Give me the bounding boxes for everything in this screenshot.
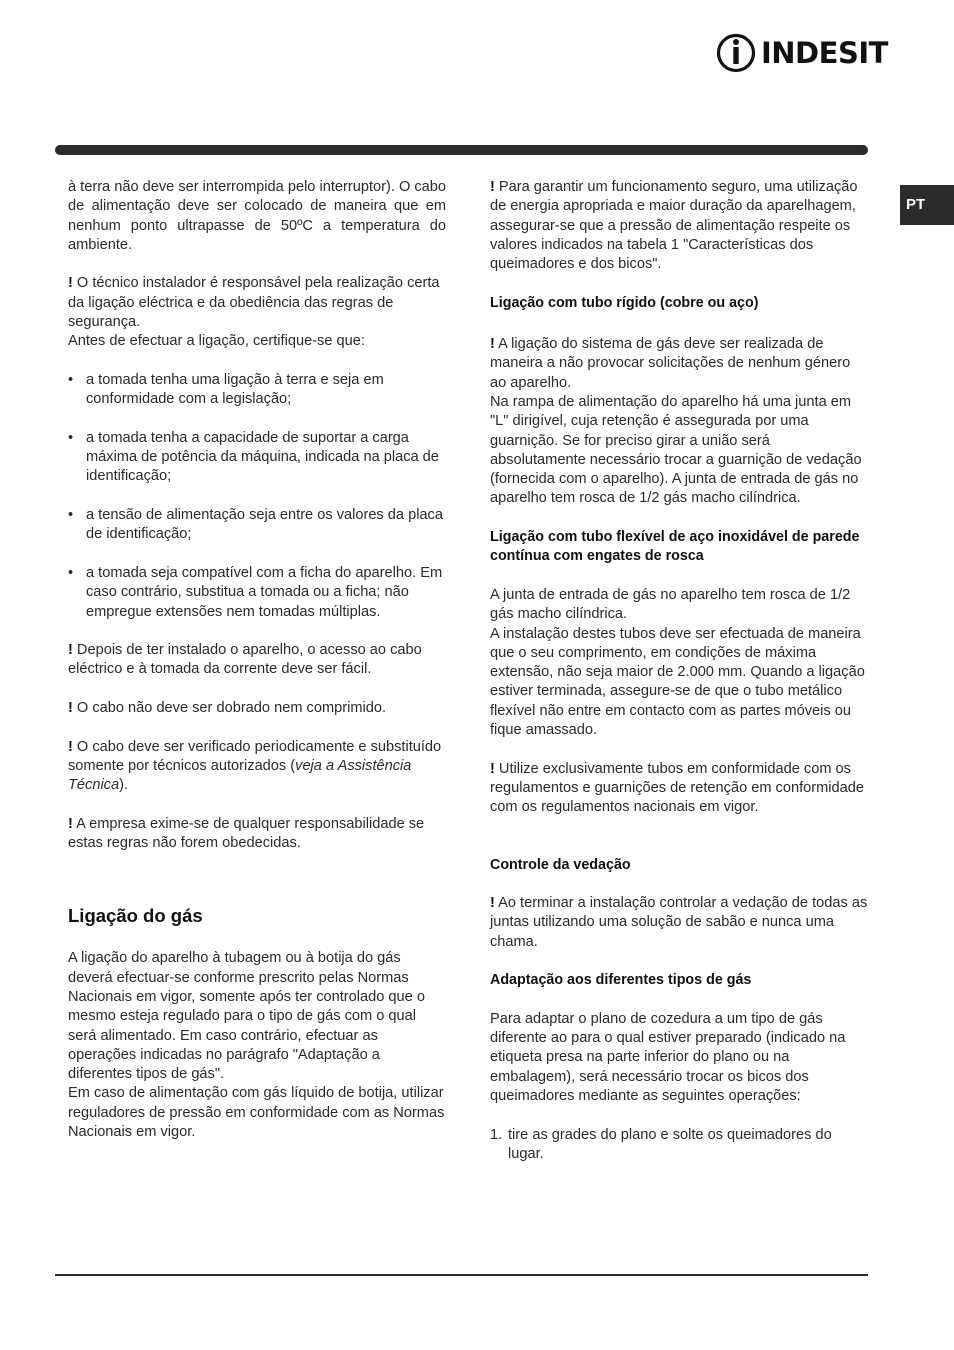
paragraph: Em caso de alimentação com gás líquido de botija, utilizar reguladores de pressão em conformidade com as Normas Nacionais em vigor. xyxy=(68,1085,445,1141)
indesit-logo xyxy=(715,32,888,74)
footer-rule xyxy=(55,1274,868,1276)
warning-mark: ! xyxy=(490,179,495,195)
warning-paragraph: ! O cabo deve ser verificado periodicamente e substituído somente por técnicos autorizados (veja a Assistência Técnica). xyxy=(68,738,442,794)
list-item: • a tensão de alimentação seja entre os valores da placa de identificação; xyxy=(68,506,446,545)
warning-mark: ! xyxy=(68,275,73,292)
indesit-logo-icon xyxy=(715,32,757,74)
steps-list xyxy=(490,1126,868,1165)
warning-paragraph: ! O técnico instalador é responsável pela realização certa da ligação eléctrica e da obediência das regras de segurança. xyxy=(68,275,440,331)
warning-mark: ! xyxy=(68,738,73,755)
warning-paragraph: ! Utilize exclusivamente tubos em conformidade com os regulamentos e guarnições de retenção em conformidade com os regulamentos nacionais em vigor. xyxy=(490,760,864,816)
subheading: Adaptação aos diferentes tipos de gás xyxy=(490,972,752,989)
paragraph: Na rampa de alimentação do aparelho há uma junta em "L" dirigível, cuja retenção é assegurada por uma guarnição. Se for preciso girar a união será absolutamente necessário trocar a guarnição de vedação (fornecida com o aparelho). A junta de entrada de gás no aparelho tem rosca de 1/2 gás macho cilíndrica. xyxy=(490,393,862,507)
paragraph: A ligação do aparelho à tubagem ou à botija do gás deverá efectuar-se conforme prescrito pelas Normas Nacionais em vigor, somente após ter controlado que o mesmo esteja regulado para o tipo de gás com o qual será alimentado. Em caso contrário, efectuar as operações indicadas no parágrafo "Adaptação a diferentes tipos de gás". xyxy=(68,950,425,1083)
subheading: Ligação com tubo rígido (cobre ou aço) xyxy=(490,294,759,311)
warning-mark: ! xyxy=(68,700,73,717)
list-item: • a tomada tenha uma ligação à terra e seja em conformidade com a legislação; xyxy=(68,371,446,410)
list-item: • a tomada seja compatível com a ficha do aparelho. Em caso contrário, substitua a tomada ou a ficha; não empregue extensões nem tomadas múltiplas. xyxy=(68,564,446,622)
warning-paragraph: ! A ligação do sistema de gás deve ser realizada de maneira a não provocar solicitações de nenhum género ao aparelho. xyxy=(490,336,851,391)
paragraph: à terra não deve ser interrompida pelo interruptor). O cabo de alimentação deve ser colocado de maneira que em nenhum ponto ultrapasse de 50ºC a temperatura do ambiente. xyxy=(68,179,447,253)
warning-mark: ! xyxy=(68,815,73,832)
warning-paragraph: ! Depois de ter instalado o aparelho, o acesso ao cabo eléctrico e à tomada da corrente deve ser fácil. xyxy=(68,642,422,678)
technical-assistance-reference: veja a Assistência Técnica xyxy=(68,757,412,794)
subheading: Ligação com tubo flexível de aço inoxidável de parede contínua com engates de rosca xyxy=(490,529,860,565)
brand-name: INDESIT xyxy=(761,36,888,70)
warning-mark: ! xyxy=(490,760,495,777)
paragraph: Antes de efectuar a ligação, certifique-se que: xyxy=(68,333,365,350)
warning-mark: ! xyxy=(490,336,495,353)
requirements-list xyxy=(68,371,446,622)
section-heading: Ligação do gás xyxy=(68,905,203,927)
warning-mark: ! xyxy=(490,895,495,912)
warning-paragraph: ! A empresa exime-se de qualquer responsabilidade se estas regras não forem obedecidas. xyxy=(68,815,425,852)
step-number: 1. xyxy=(490,1126,503,1143)
paragraph: A instalação destes tubos deve ser efectuada de maneira que o seu comprimento, em condições de máxima extensão, não seja maior de 2.000 mm. Quando a ligação estiver terminada, assegure-se de que o tubo metálico flexível não entre em contacto com as partes móveis ou fique amassado. xyxy=(490,625,865,739)
list-item: 1. tire as grades do plano e solte os queimadores do lugar. xyxy=(490,1126,832,1162)
list-item: • a tomada tenha a capacidade de suportar a carga máxima de potência da máquina, indicada na placa de identificação; xyxy=(68,429,446,487)
subheading: Controle da vedação xyxy=(490,856,631,873)
warning-mark: ! xyxy=(68,642,73,659)
paragraph: A junta de entrada de gás no aparelho tem rosca de 1/2 gás macho cilíndrica. xyxy=(490,586,851,623)
warning-paragraph: ! O cabo não deve ser dobrado nem comprimido. xyxy=(68,700,386,717)
warning-paragraph: ! Ao terminar a instalação controlar a vedação de todas as juntas utilizando uma solução de sabão e nunca uma chama. xyxy=(490,895,868,950)
paragraph: Para adaptar o plano de cozedura a um tipo de gás diferente ao para o qual estiver preparado (indicado na etiqueta presa na parte inferior do plano ou na embalagem), será necessário trocar os bicos dos queimadores mediante as seguintes operações: xyxy=(490,1010,846,1105)
right-column xyxy=(490,178,868,1164)
language-tab: PT xyxy=(900,185,954,225)
header-bar xyxy=(55,145,868,155)
left-column xyxy=(68,178,446,1142)
warning-paragraph: ! Para garantir um funcionamento seguro, uma utilização de energia apropriada e maior duração da aparelhagem, assegurar-se que a pressão de alimentação respeite os valores indicados na tabela 1 "Características dos queimadores e dos bicos". xyxy=(490,179,858,273)
